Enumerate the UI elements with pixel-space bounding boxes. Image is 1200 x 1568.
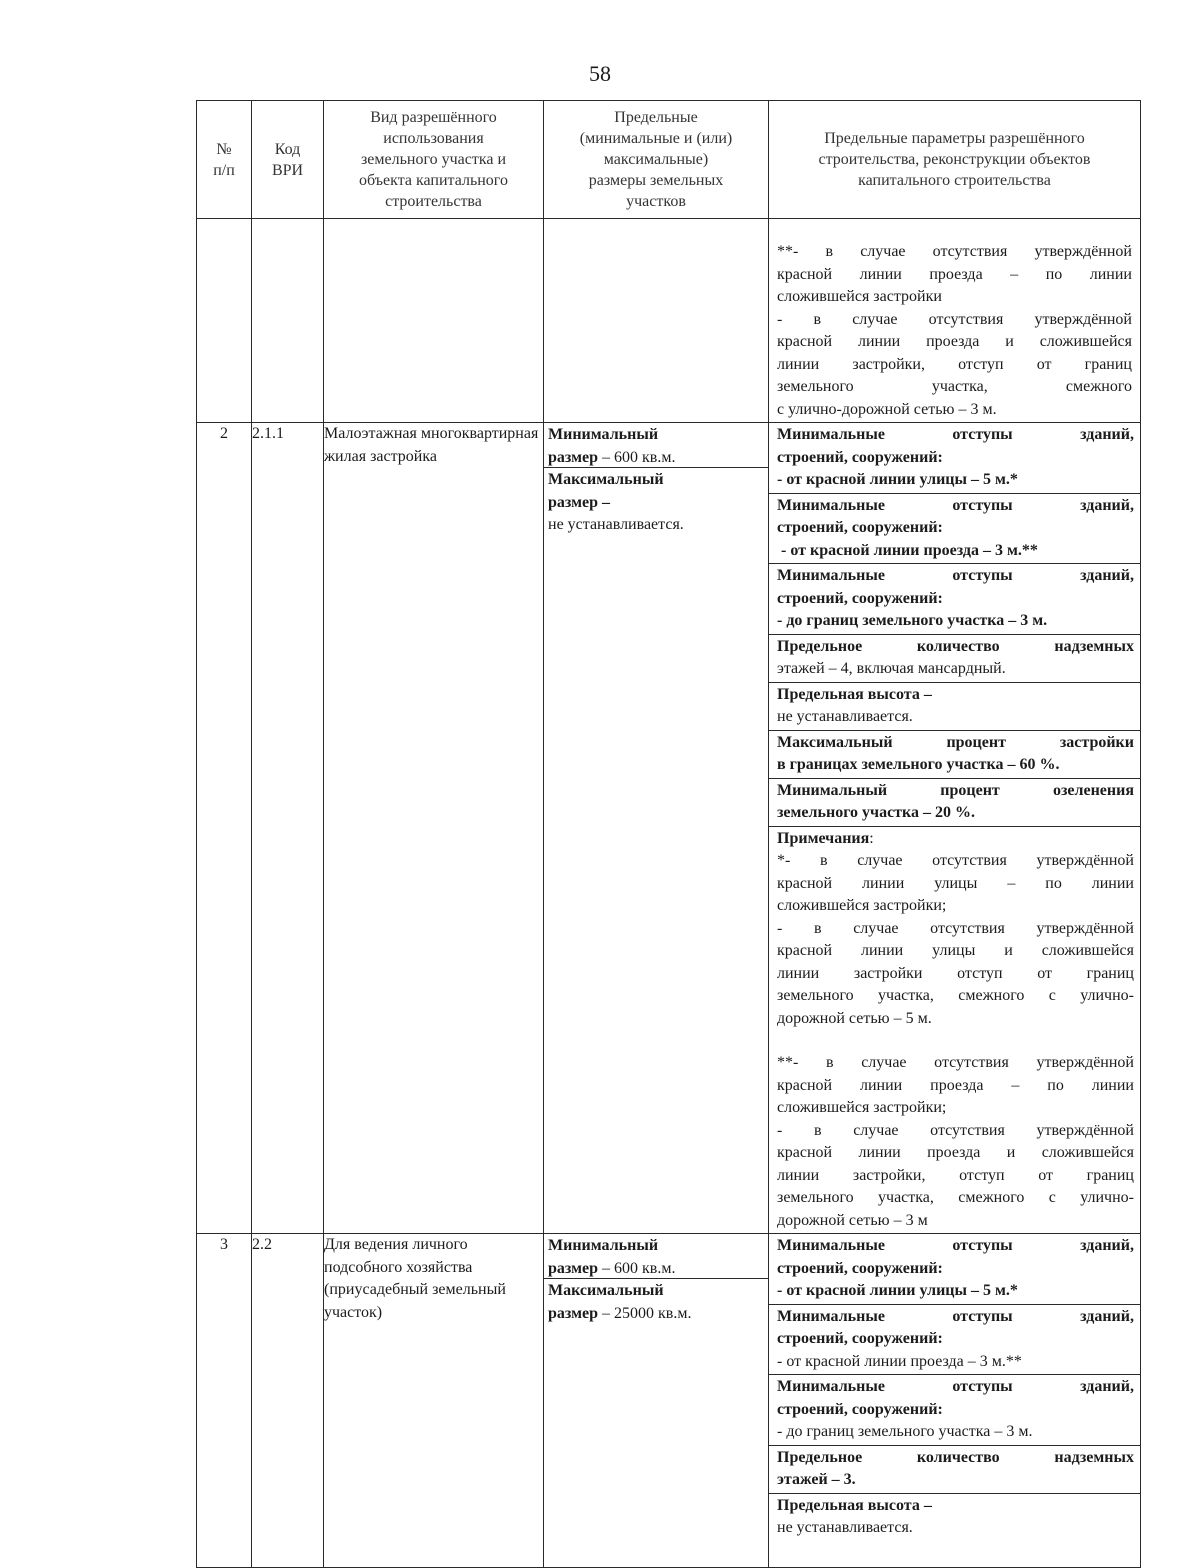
text-line: красной линии проезда и сложившейся [777,333,1132,350]
cell-size [544,423,769,1234]
text-line: красной линии проезда – по линии [777,265,1132,283]
cell-num: 3 [197,1234,252,1568]
text-line: с улично-дорожной сетью – 3 м. [777,400,997,418]
size-min: Минимальный размер – 600 кв.м. [548,1237,676,1277]
text-line: земельного участка, смежного [777,378,1132,395]
text-line: линии застройки, отступ от границ [777,355,1132,373]
header-row [197,101,1141,219]
param-floors: Предельное количество надземных этажей – 4, включая мансардный. [769,634,1140,682]
param-notes: Примечания: *- в случае отсутствия утверждённой красной линии улицы – по линии сложившейся застройки; - в случае отсутствия утверждённой красной линии улицы и сложившейся линии застройки отступ от границ земельного участка, смежного с улично- дорожной сетью – 5 м. **- в случае отсутствия утверждённой красной линии проезда – по линии сложившейся застройки; - в случае отсутствия утверждённой красной линии проезда и сложившейся линии застройки, отступ от границ земельного участка, смежного с улично- дорожной сетью – 3 м [769,826,1140,1234]
param-boundary-setback: Минимальные отступы зданий, строений, сооружений: - до границ земельного участка – 3 м. [769,1374,1140,1445]
size-max: Максимальный размер – не устанавливается. [544,467,768,1233]
text-line: сложившейся застройки [777,288,942,305]
table-row-3 [197,1234,1141,1568]
cell-params [769,423,1141,1234]
size-min: Минимальный размер – 600 кв.м. [548,426,676,466]
param-height: Предельная высота – не устанавливается. [769,682,1140,730]
cell-params [769,1234,1141,1568]
param-green-percent: Минимальный процент озеленения земельного участка – 20 %. [769,778,1140,826]
cell-code [252,219,324,423]
regulations-table [196,100,1141,1568]
header-size: Предельные (минимальные и (или) максимальные) размеры земельных участков [544,101,769,219]
size-max: Максимальный размер – 25000 кв.м. [544,1278,768,1567]
cell-size [544,219,769,423]
param-street-setback: Минимальные отступы зданий, строений, сооружений: - от красной линии улицы – 5 м.* [777,1237,1134,1299]
param-driveway-setback: Минимальные отступы зданий, строений, сооружений: - от красной линии проезда – 3 м.** [769,493,1140,564]
cell-code: 2.1.1 [252,423,324,1234]
param-boundary-setback: Минимальные отступы зданий, строений, сооружений: - до границ земельного участка – 3 м. [769,563,1140,634]
param-build-percent: Максимальный процент застройки в границах земельного участка – 60 %. [769,730,1140,778]
header-vri: Вид разрешённого использования земельного участка и объекта капитального строительства [324,101,544,219]
page-number: 58 [589,61,611,86]
cell-vri: Для ведения личного подсобного хозяйства (приусадебный земельный участок) [324,1234,544,1568]
header-code: Код ВРИ [252,101,324,219]
cell-size [544,1234,769,1568]
header-num: № п/п [197,101,252,219]
cell-code: 2.2 [252,1234,324,1568]
cell-vri [324,219,544,423]
param-floors: Предельное количество надземных этажей – 3. [769,1445,1140,1493]
param-street-setback: Минимальные отступы зданий, строений, сооружений: - от красной линии улицы – 5 м.* [777,426,1134,488]
param-height: Предельная высота – не устанавливается. [769,1493,1140,1568]
cell-params [769,219,1141,423]
text-line: - в случае отсутствия утверждённой [777,310,1132,328]
cell-num [197,219,252,423]
cell-vri: Малоэтажная многоквартирная жилая застройка [324,423,544,1234]
table-row-continuation [197,219,1141,423]
text-line: **- в случае отсутствия утверждённой [777,243,1132,260]
table-row-2 [197,423,1141,1234]
param-driveway-setback: Минимальные отступы зданий, строений, сооружений: - от красной линии проезда – 3 м.** [769,1304,1140,1375]
header-params: Предельные параметры разрешённого строительства, реконструкции объектов капитального строительства [769,101,1141,219]
cell-num: 2 [197,423,252,1234]
